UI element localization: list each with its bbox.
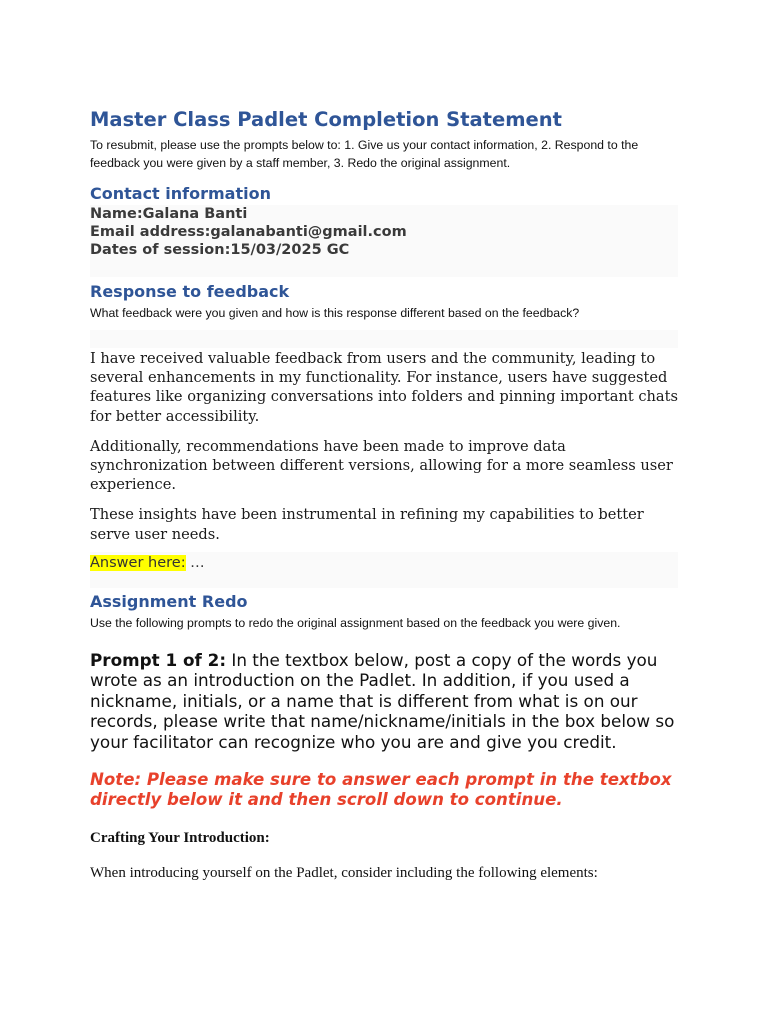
feedback-paragraph-2: Additionally, recommendations have been made to improve data synchronization between different versions, allowing for a more seamless user experience. xyxy=(90,437,673,494)
contact-name: Name:Galana Banti xyxy=(90,206,248,222)
intro-text: To resubmit, please use the prompts below to: 1. Give us your contact information, 2. Respond to the feedback you were given by a staff member, 3. Redo the original assignment. xyxy=(90,138,639,170)
redo-prompt: Use the following prompts to redo the original assignment based on the feedback you were given. xyxy=(90,615,621,630)
feedback-paragraph-3: These insights have been instrumental in refining my capabilities to better serve user needs. xyxy=(90,506,644,543)
feedback-paragraph-1: I have received valuable feedback from users and the community, leading to several enhancements in my functionality. For instance, users have suggested features like organizing conversations into folders and pinning important chats for better accessibility. xyxy=(90,350,678,425)
feedback-heading: Response to feedback xyxy=(90,282,290,301)
answer-value: … xyxy=(185,554,205,571)
feedback-answer-box[interactable] xyxy=(90,552,678,588)
prompt-1 xyxy=(90,650,678,753)
prompt-1-lead: Prompt 1 of 2: xyxy=(90,649,227,670)
answer-line xyxy=(90,552,678,573)
answer-here-label: Answer here: xyxy=(90,554,186,571)
contact-heading: Contact information xyxy=(90,184,271,203)
crafting-body: When introducing yourself on the Padlet, consider including the following elements: xyxy=(90,865,598,882)
document-page xyxy=(90,106,678,883)
contact-info-box[interactable] xyxy=(90,205,678,277)
feedback-answer-area[interactable] xyxy=(90,330,678,348)
contact-dates: Dates of session:15/03/2025 GC xyxy=(90,242,350,258)
note-text: Note: Please make sure to answer each prompt in the textbox directly below it and then scroll down to continue. xyxy=(90,770,672,810)
crafting-subhead: Crafting Your Introduction: xyxy=(90,830,270,847)
feedback-prompt: What feedback were you given and how is this response different based on the feedback? xyxy=(90,306,580,320)
redo-heading: Assignment Redo xyxy=(90,591,248,611)
document-title: Master Class Padlet Completion Statement xyxy=(90,108,562,131)
contact-email: Email address:galanabanti@gmail.com xyxy=(90,224,407,240)
prompt-1-text: In the textbox below, post a copy of the words you wrote as an introduction on the Padlet. In addition, if you used a nickname, initials, or a name that is different from what is on our records, please write that name/nickname/initials in the box below so your facilitator can recognize who you are and give you credit. xyxy=(90,649,675,752)
